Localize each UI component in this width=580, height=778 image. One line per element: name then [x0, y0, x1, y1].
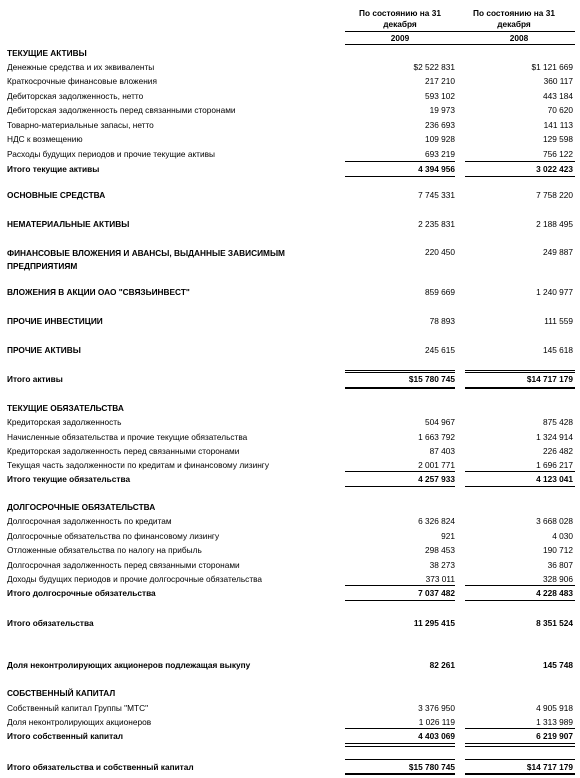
- value-2008: 2 188 495: [536, 219, 573, 229]
- value-2008: 1 240 977: [536, 287, 573, 297]
- total-rule: [465, 743, 575, 744]
- value-2008: 129 598: [543, 134, 573, 144]
- total-rule: [345, 486, 455, 487]
- total-rule: [465, 746, 575, 747]
- value-2009: 4 394 956: [418, 164, 455, 174]
- total-rule: [465, 773, 575, 775]
- row-label: Кредиторская задолженность перед связанными сторонами: [7, 446, 240, 456]
- row-label: ВЛОЖЕНИЯ В АКЦИИ ОАО "СВЯЗЬИНВЕСТ": [7, 287, 190, 297]
- value-2008: 3 022 423: [536, 164, 573, 174]
- row-label: ОСНОВНЫЕ СРЕДСТВА: [7, 190, 106, 200]
- value-2008: 36 807: [547, 560, 573, 570]
- value-2009: $15 780 745: [408, 374, 455, 384]
- col-2009-year: 2009: [390, 33, 410, 43]
- value-2009: 859 669: [425, 287, 455, 297]
- total-rule: [465, 585, 575, 586]
- value-2009: 4 403 069: [418, 731, 455, 741]
- value-2009: 921: [441, 531, 455, 541]
- row-label: Доля неконтролирующих акционеров: [7, 717, 152, 727]
- value-2008: 4 905 918: [536, 703, 573, 713]
- total-rule: [345, 743, 455, 744]
- total-rule: [465, 176, 575, 177]
- value-2008: $14 717 179: [526, 374, 573, 384]
- total-rule: [345, 773, 455, 775]
- value-2009: 504 967: [425, 417, 455, 427]
- value-2009: 4 257 933: [418, 474, 455, 484]
- value-2009: 217 210: [425, 76, 455, 86]
- value-2008: 145 748: [543, 660, 573, 670]
- total-rule: [465, 370, 575, 371]
- total-rule: [465, 372, 575, 373]
- row-label: Начисленные обязательства и прочие текущие обязательства: [7, 432, 248, 442]
- row-label: Итого долгосрочные обязательства: [7, 588, 156, 598]
- value-2008: 145 618: [543, 345, 573, 355]
- row-label: Денежные средства и их эквиваленты: [7, 62, 155, 72]
- total-rule: [345, 471, 455, 472]
- row-label: Дебиторская задолженность, нетто: [7, 91, 144, 101]
- value-2009: 2 235 831: [418, 219, 455, 229]
- value-2009: 38 273: [429, 560, 455, 570]
- row-label: Текущая часть задолженности по кредитам и финансовому лизингу: [7, 460, 269, 470]
- value-2009: 298 453: [425, 545, 455, 555]
- value-2009: 2 001 771: [418, 460, 455, 470]
- total-rule: [345, 161, 455, 162]
- row-label: Краткосрочные финансовые вложения: [7, 76, 157, 86]
- value-2009: $15 780 745: [408, 762, 455, 772]
- total-rule: [345, 728, 455, 729]
- total-rule: [345, 387, 455, 389]
- value-2008: 1 324 914: [536, 432, 573, 442]
- row-label: Итого активы: [7, 374, 63, 384]
- row-label: Товарно-материальные запасы, нетто: [7, 120, 154, 130]
- row-label: Итого собственный капитал: [7, 731, 124, 741]
- total-rule: [465, 471, 575, 472]
- total-rule: [465, 600, 575, 601]
- value-2009: $2 522 831: [413, 62, 455, 72]
- row-label: Доля неконтролирующих акционеров подлежащая выкупу: [7, 660, 251, 670]
- value-2009: 220 450: [425, 247, 455, 257]
- value-2009: 1 663 792: [418, 432, 455, 442]
- total-rule: [465, 728, 575, 729]
- value-2008: $1 121 669: [531, 62, 573, 72]
- row-label: ФИНАНСОВЫЕ ВЛОЖЕНИЯ И АВАНСЫ, ВЫДАННЫЕ ЗАВИСИМЫМ ПРЕДПРИЯТИЯМ: [7, 248, 285, 271]
- row-label: ПРОЧИЕ АКТИВЫ: [7, 345, 81, 355]
- row-label: СОБСТВЕННЫЙ КАПИТАЛ: [7, 688, 116, 698]
- row-label: Итого текущие обязательства: [7, 474, 131, 484]
- value-2008: 443 184: [543, 91, 573, 101]
- value-2009: 373 011: [425, 574, 455, 584]
- total-rule: [345, 370, 455, 371]
- row-label: Отложенные обязательства по налогу на прибыль: [7, 545, 202, 555]
- row-label: ТЕКУЩИЕ ОБЯЗАТЕЛЬСТВА: [7, 403, 124, 413]
- col-2009-caption: По состоянию на 31 декабря: [359, 8, 441, 29]
- col-2008-year: 2008: [509, 33, 529, 43]
- row-label: НДС к возмещению: [7, 134, 83, 144]
- value-2009: 1 026 119: [418, 717, 455, 727]
- value-2009: 6 326 824: [418, 516, 455, 526]
- total-rule: [465, 161, 575, 162]
- value-2009: 19 973: [429, 105, 455, 115]
- row-label: Долгосрочная задолженность перед связанными сторонами: [7, 560, 240, 570]
- total-rule: [465, 486, 575, 487]
- row-label: Кредиторская задолженность: [7, 417, 122, 427]
- value-2008: 756 122: [543, 149, 573, 159]
- value-2008: 360 117: [543, 76, 573, 86]
- value-2008: 6 219 907: [536, 731, 573, 741]
- row-label: ТЕКУЩИЕ АКТИВЫ: [7, 48, 87, 58]
- value-2008: 875 428: [543, 417, 573, 427]
- value-2009: 593 102: [425, 91, 455, 101]
- row-label: ПРОЧИЕ ИНВЕСТИЦИИ: [7, 316, 103, 326]
- value-2009: 11 295 415: [413, 618, 455, 628]
- row-label: Итого обязательства: [7, 618, 94, 628]
- row-label: Долгосрочные обязательства по финансовому лизингу: [7, 531, 220, 541]
- value-2008: 4 123 041: [536, 474, 573, 484]
- row-label: Собственный капитал Группы "МТС": [7, 703, 149, 713]
- header-rule: [345, 31, 575, 32]
- row-label: ДОЛГОСРОЧНЫЕ ОБЯЗАТЕЛЬСТВА: [7, 502, 156, 512]
- value-2008: 328 906: [543, 574, 573, 584]
- value-2009: 82 261: [429, 660, 455, 670]
- total-rule: [345, 746, 455, 747]
- value-2008: 3 668 028: [536, 516, 573, 526]
- total-rule: [345, 372, 455, 373]
- value-2008: 7 758 220: [536, 190, 573, 200]
- value-2009: 78 893: [429, 316, 455, 326]
- col-2008-caption: По состоянию на 31 декабря: [473, 8, 555, 29]
- value-2008: 4 228 483: [536, 588, 573, 598]
- value-2008: 226 482: [543, 446, 573, 456]
- total-rule: [345, 759, 455, 760]
- row-label: Итого обязательства и собственный капитал: [7, 762, 194, 772]
- row-label: Дебиторская задолженность перед связанными сторонами: [7, 105, 236, 115]
- value-2009: 7 037 482: [418, 588, 455, 598]
- value-2008: 249 887: [543, 247, 573, 257]
- value-2008: 1 696 217: [536, 460, 573, 470]
- row-label: Долгосрочная задолженность по кредитам: [7, 516, 172, 526]
- total-rule: [345, 176, 455, 177]
- value-2009: 3 376 950: [418, 703, 455, 713]
- row-label: НЕМАТЕРИАЛЬНЫЕ АКТИВЫ: [7, 219, 130, 229]
- total-rule: [345, 600, 455, 601]
- row-label: Итого текущие активы: [7, 164, 100, 174]
- value-2009: 87 403: [429, 446, 455, 456]
- value-2009: 236 693: [425, 120, 455, 130]
- header-rule-bottom: [345, 44, 575, 45]
- value-2008: 190 712: [543, 545, 573, 555]
- total-rule: [465, 387, 575, 389]
- value-2008: 4 030: [552, 531, 573, 541]
- row-label: Доходы будущих периодов и прочие долгосрочные обязательства: [7, 574, 263, 584]
- value-2008: $14 717 179: [526, 762, 573, 772]
- value-2008: 141 113: [543, 120, 573, 130]
- total-rule: [345, 585, 455, 586]
- value-2008: 8 351 524: [536, 618, 573, 628]
- value-2008: 70 620: [547, 105, 573, 115]
- total-rule: [465, 759, 575, 760]
- value-2009: 245 615: [425, 345, 455, 355]
- value-2008: 111 559: [544, 316, 573, 326]
- value-2008: 1 313 989: [536, 717, 573, 727]
- value-2009: 693 219: [425, 149, 455, 159]
- row-label: Расходы будущих периодов и прочие текущие активы: [7, 149, 215, 159]
- value-2009: 7 745 331: [418, 190, 455, 200]
- value-2009: 109 928: [425, 134, 455, 144]
